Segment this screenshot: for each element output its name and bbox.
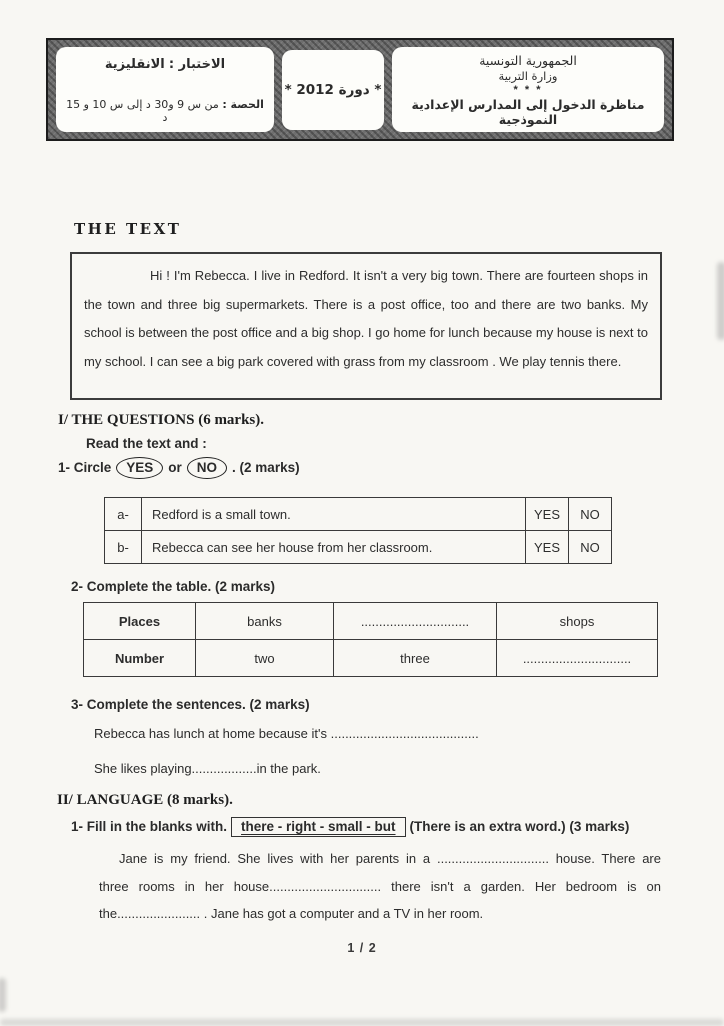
paragraph-line: the....................... . Jane has got a computer and a TV in her room. bbox=[99, 906, 484, 921]
table-cell: shops bbox=[497, 603, 658, 640]
blank-cell: .............................. bbox=[334, 603, 497, 640]
q1-marks: . (2 marks) bbox=[232, 460, 300, 475]
table-row bbox=[84, 640, 658, 677]
questions-section-title: I/ THE QUESTIONS (6 marks). bbox=[58, 412, 265, 428]
reading-text: Hi ! I'm Rebecca. I live in Redford. It isn't a very big town. There are fourteen shops in the town and three big supermarkets. There is a post office, too and there are two banks. My school is between the post office and a big shop. I go home for lunch because my house is next to my school. I can see a big park covered with grass from my classroom . We play tennis there. bbox=[84, 268, 648, 369]
exam-time bbox=[64, 98, 266, 124]
yes-option: YES bbox=[526, 531, 569, 564]
table-row bbox=[84, 603, 658, 640]
q1-prefix: 1- Circle bbox=[58, 460, 112, 475]
scan-artifact bbox=[717, 262, 724, 340]
stars-divider: * * * bbox=[513, 83, 543, 96]
row-letter: b- bbox=[105, 531, 142, 564]
session-year: * دورة 2012 * bbox=[284, 81, 382, 98]
text-section-title: THE TEXT bbox=[74, 220, 182, 238]
no-option: NO bbox=[569, 531, 612, 564]
yes-no-table bbox=[104, 497, 612, 564]
fill-blanks-paragraph bbox=[99, 845, 661, 928]
row-letter: a- bbox=[105, 498, 142, 531]
scan-artifact bbox=[0, 978, 6, 1012]
q1-or: or bbox=[168, 460, 182, 475]
word-bank-box bbox=[231, 817, 406, 837]
row-header-cell: Number bbox=[84, 640, 196, 677]
reading-text-box bbox=[70, 252, 662, 400]
fill-blanks-instruction bbox=[71, 817, 629, 837]
time-label: الحصة : bbox=[222, 98, 264, 111]
country-name: الجمهورية التونسية bbox=[479, 52, 577, 68]
complete-the-table bbox=[83, 602, 658, 677]
subject-value: الانقليزية bbox=[104, 57, 165, 72]
yes-option: YES bbox=[526, 498, 569, 531]
exam-subject bbox=[64, 57, 266, 72]
subject-label: الاختبار : bbox=[168, 57, 226, 72]
table-row bbox=[105, 531, 612, 564]
table-cell: banks bbox=[196, 603, 334, 640]
question-1-instruction bbox=[58, 457, 300, 479]
table-cell: two bbox=[196, 640, 334, 677]
header-subject-panel bbox=[56, 47, 274, 132]
row-header-cell: Places bbox=[84, 603, 196, 640]
sentence-completion-1: Rebecca has lunch at home because it's ......................................... bbox=[94, 726, 479, 741]
header-session-panel bbox=[282, 50, 384, 130]
scan-artifact bbox=[0, 1019, 724, 1026]
ministry-name: وزارة التربية bbox=[498, 68, 558, 83]
read-instruction: Read the text and : bbox=[86, 436, 207, 451]
question-3-title: 3- Complete the sentences. (2 marks) bbox=[71, 697, 310, 712]
statement-cell: Redford is a small town. bbox=[142, 498, 526, 531]
fill-blanks-prefix: 1- Fill in the blanks with. bbox=[71, 819, 228, 834]
header-ministry-panel bbox=[392, 47, 664, 132]
page-number: 1 / 2 bbox=[347, 941, 377, 955]
question-2-title: 2- Complete the table. (2 marks) bbox=[71, 579, 276, 594]
paragraph-line: Jane is my friend. She lives with her parents in a ............................... house. There are bbox=[119, 851, 661, 866]
word-bank-words: there - right - small - but bbox=[241, 819, 396, 834]
statement-cell: Rebecca can see her house from her classroom. bbox=[142, 531, 526, 564]
fill-blanks-marks: (There is an extra word.) (3 marks) bbox=[409, 819, 630, 834]
table-row bbox=[105, 498, 612, 531]
no-option: NO bbox=[569, 498, 612, 531]
exam-header bbox=[46, 38, 674, 141]
table-cell: three bbox=[334, 640, 497, 677]
no-circled-option: NO bbox=[187, 457, 227, 479]
language-section-title: II/ LANGUAGE (8 marks). bbox=[57, 792, 233, 808]
time-value: من س 9 و30 د إلى س 10 و 15 د bbox=[66, 98, 219, 124]
paragraph-line: three rooms in her house............................... there isn't a garden. Her bedroom is on bbox=[99, 878, 661, 894]
sentence-completion-2: She likes playing..................in the park. bbox=[94, 761, 321, 776]
blank-cell: .............................. bbox=[497, 640, 658, 677]
yes-circled-option: YES bbox=[116, 457, 163, 479]
exam-name: مناظرة الدخول إلى المدارس الإعدادية النموذجية bbox=[411, 96, 645, 127]
